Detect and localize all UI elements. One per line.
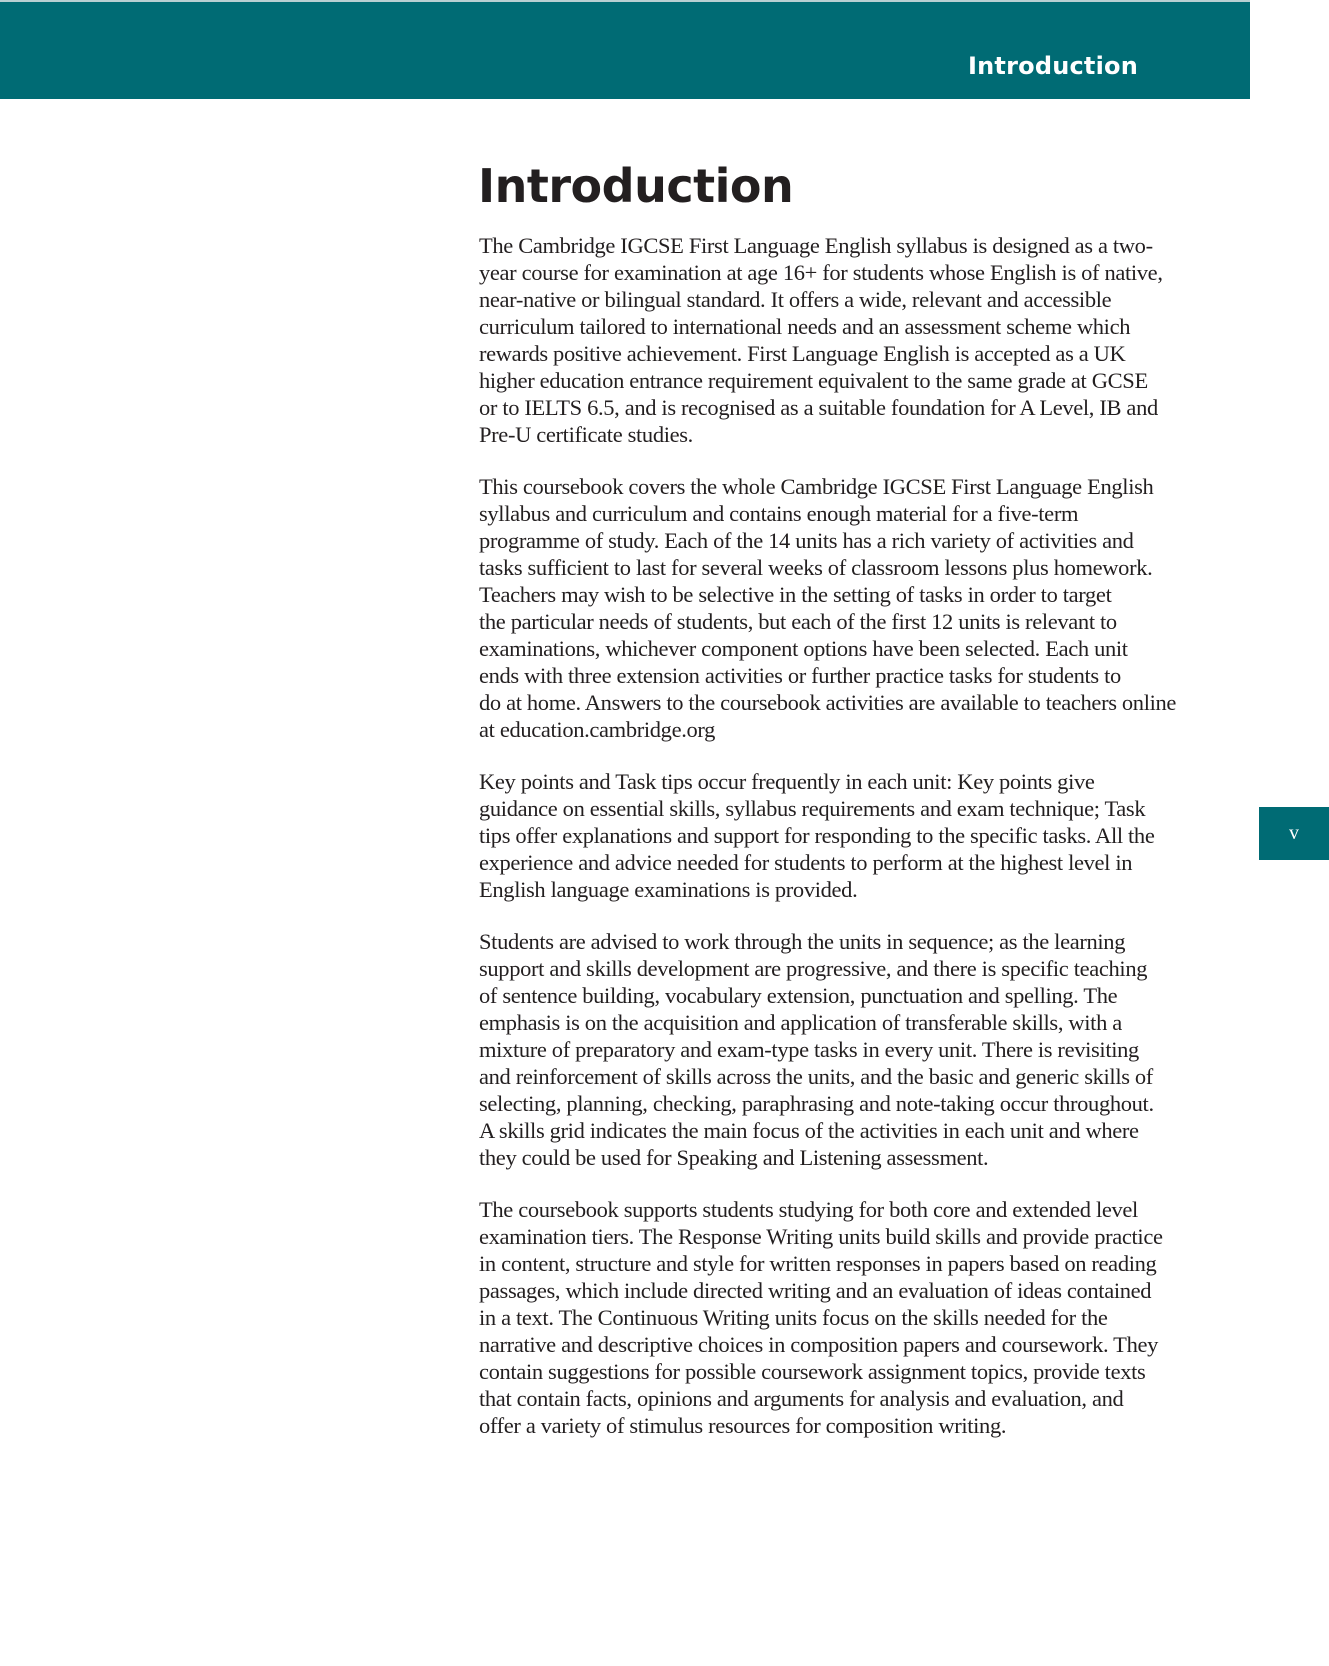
text-line: narrative and descriptive choices in composition papers and coursework. They <box>479 1332 1159 1357</box>
text-line: or to IELTS 6.5, and is recognised as a suitable foundation for A Level, IB and <box>479 395 1158 420</box>
page-number-tab <box>1259 807 1329 860</box>
body-text <box>479 232 1239 1464</box>
text-line: rewards positive achievement. First Language English is accepted as a UK <box>479 341 1126 366</box>
text-line: experience and advice needed for students to perform at the highest level in <box>479 850 1133 875</box>
text-line: curriculum tailored to international needs and an assessment scheme which <box>479 314 1131 339</box>
text-line: offer a variety of stimulus resources for composition writing. <box>479 1413 1007 1438</box>
text-line: emphasis is on the acquisition and application of transferable skills, with a <box>479 1010 1122 1035</box>
header-band <box>0 0 1250 99</box>
paragraph-exam-tiers <box>479 1196 1239 1439</box>
text-line: do at home. Answers to the coursebook activities are available to teachers online <box>479 690 1177 715</box>
text-line: near-native or bilingual standard. It offers a wide, relevant and accessible <box>479 287 1112 312</box>
text-line: examination tiers. The Response Writing units build skills and provide practice <box>479 1224 1163 1249</box>
paragraph-syllabus-overview <box>479 232 1239 448</box>
text-line: they could be used for Speaking and Listening assessment. <box>479 1145 989 1170</box>
text-line: Students are advised to work through the units in sequence; as the learning <box>479 929 1126 954</box>
paragraph-coursebook-coverage <box>479 473 1239 743</box>
text-line: This coursebook covers the whole Cambridge IGCSE First Language English <box>479 474 1154 499</box>
text-line: the particular needs of students, but each of the first 12 units is relevant to <box>479 609 1117 634</box>
text-line: of sentence building, vocabulary extension, punctuation and spelling. The <box>479 983 1118 1008</box>
text-line: Pre-U certificate studies. <box>479 422 693 447</box>
text-line: in content, structure and style for written responses in papers based on reading <box>479 1251 1157 1276</box>
text-line: that contain facts, opinions and arguments for analysis and evaluation, and <box>479 1386 1124 1411</box>
text-line: Key points and Task tips occur frequently in each unit: Key points give <box>479 769 1095 794</box>
text-line: year course for examination at age 16+ for students whose English is of native, <box>479 260 1163 285</box>
text-line: contain suggestions for possible coursework assignment topics, provide texts <box>479 1359 1146 1384</box>
text-line: The coursebook supports students studying for both core and extended level <box>479 1197 1138 1222</box>
paragraph-key-points-task-tips <box>479 768 1239 903</box>
text-line: support and skills development are progressive, and there is specific teaching <box>479 956 1148 981</box>
text-line: and reinforcement of skills across the units, and the basic and generic skills of <box>479 1064 1153 1089</box>
text-line: at education.cambridge.org <box>479 717 716 742</box>
text-line: mixture of preparatory and exam-type tasks in every unit. There is revisiting <box>479 1037 1139 1062</box>
text-line: higher education entrance requirement equivalent to the same grade at GCSE <box>479 368 1148 393</box>
text-line: passages, which include directed writing and an evaluation of ideas contained <box>479 1278 1152 1303</box>
page-number: v <box>1289 822 1299 844</box>
text-line: guidance on essential skills, syllabus requirements and exam technique; Task <box>479 796 1146 821</box>
text-line: tasks sufficient to last for several weeks of classroom lessons plus homework. <box>479 555 1153 580</box>
text-line: syllabus and curriculum and contains enough material for a five-term <box>479 501 1079 526</box>
text-line: The Cambridge IGCSE First Language English syllabus is designed as a two- <box>479 233 1153 258</box>
text-line: examinations, whichever component options have been selected. Each unit <box>479 636 1128 661</box>
text-line: Teachers may wish to be selective in the setting of tasks in order to target <box>479 582 1112 607</box>
text-line: programme of study. Each of the 14 units has a rich variety of activities and <box>479 528 1134 553</box>
text-line: in a text. The Continuous Writing units focus on the skills needed for the <box>479 1305 1108 1330</box>
text-line: ends with three extension activities or further practice tasks for students to <box>479 663 1121 688</box>
running-header-title: Introduction <box>968 52 1138 80</box>
text-line: A skills grid indicates the main focus of the activities in each unit and where <box>479 1118 1139 1143</box>
paragraph-study-sequence <box>479 928 1239 1171</box>
text-line: selecting, planning, checking, paraphrasing and note-taking occur throughout. <box>479 1091 1154 1116</box>
text-line: tips offer explanations and support for responding to the specific tasks. All the <box>479 823 1155 848</box>
page-title: Introduction <box>478 159 794 213</box>
text-line: English language examinations is provided. <box>479 877 858 902</box>
